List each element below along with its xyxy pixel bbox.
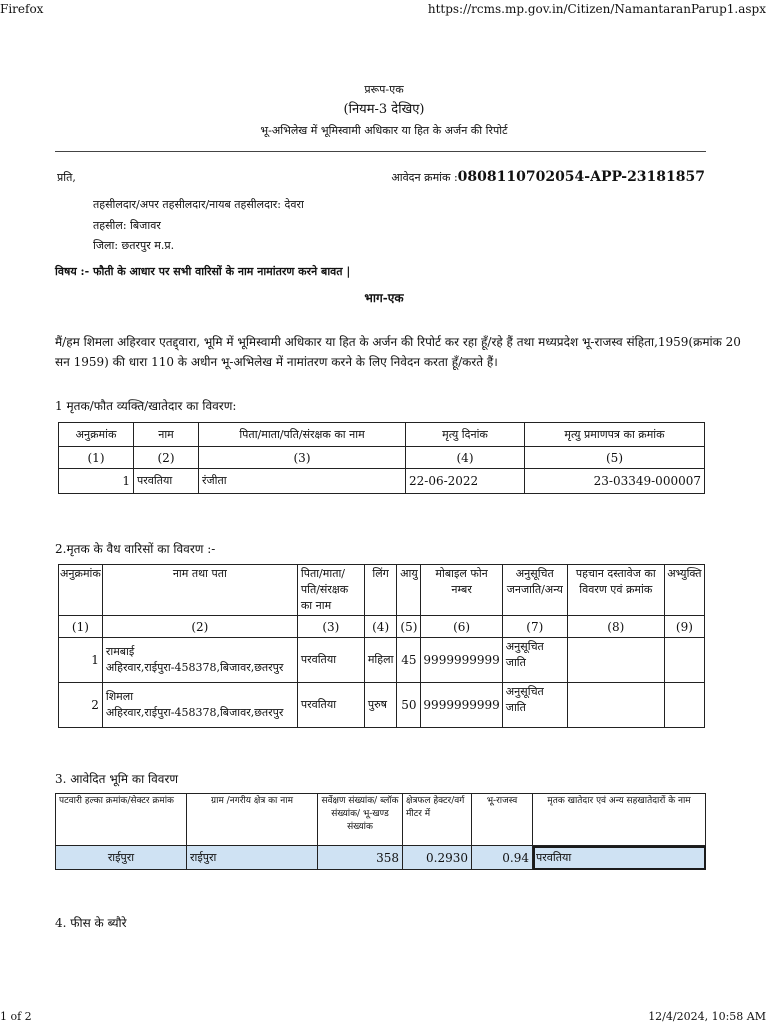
cell-remark: [664, 638, 704, 683]
table-row: [59, 469, 705, 494]
cell-caste: [502, 683, 567, 728]
cell-patwari-halka: राईपुरा: [56, 846, 187, 870]
cell-age: 50: [397, 683, 421, 728]
prati-label: प्रति,: [57, 171, 76, 184]
cell-id-document: [567, 638, 664, 683]
cell-sno: 1: [59, 469, 134, 494]
cell-gender: महिला: [364, 638, 397, 683]
col-header: भू-राजस्व: [472, 794, 533, 846]
cell-certificate-no: 23-03349-000007: [525, 469, 705, 494]
cell-gender: पुरुष: [364, 683, 397, 728]
application-number-label: आवेदन क्रमांक :: [391, 171, 458, 184]
col-header: मृत्यु प्रमाणपत्र का क्रमांक: [525, 423, 705, 447]
address-district: जिला: छतरपुर म.प्र.: [93, 239, 175, 252]
col-number: (7): [502, 616, 567, 638]
address-officer: तहसीलदार/अपर तहसीलदार/नायब तहसीलदार: देवरा: [93, 198, 304, 211]
table-row: [59, 638, 705, 683]
col-header: लिंग: [364, 565, 397, 616]
section1-title: 1 मृतक/फौत व्यक्ति/खातेदार का विवरण:: [55, 399, 237, 413]
cell-name: परवतिया: [134, 469, 199, 494]
heir-address: अहिरवार,राईपुरा-458378,बिजावर,छतरपुर: [105, 706, 284, 719]
table-row: [59, 683, 705, 728]
caste-line1: अनुसूचित: [505, 640, 544, 653]
declaration-line2: सन 1959) की धारा 110 के अधीन भू-अभिलेख में नामांतरण करने के लिए निवेदन करता हूँ/करते हैं।: [55, 355, 498, 369]
col-header: अनुक्रमांक: [59, 565, 103, 616]
caste-line2: जाति: [505, 656, 526, 669]
table-header-row: [59, 565, 705, 616]
col-header: अनुसूचित जनजाति/अन्य: [502, 565, 567, 616]
page-count: 1 of 2: [0, 1010, 32, 1023]
section4-title: 4. फीस के ब्यौरे: [55, 916, 127, 930]
col-number: (6): [421, 616, 502, 638]
col-header: पटवारी हल्का क्रमांक/सेक्टर क्रमांक: [56, 794, 187, 846]
col-number: (3): [297, 616, 364, 638]
cell-remark: [664, 683, 704, 728]
col-header: अनुक्रमांक: [59, 423, 134, 447]
col-number: (1): [59, 447, 134, 469]
page-url[interactable]: https://rcms.mp.gov.in/Citizen/NamantaranParup1.aspx: [427, 2, 766, 16]
col-number: (1): [59, 616, 103, 638]
cell-id-document: [567, 683, 664, 728]
col-header: नाम तथा पता: [102, 565, 297, 616]
cell-death-date: 22-06-2022: [406, 469, 525, 494]
cell-village: राईपुरा: [187, 846, 318, 870]
col-header: पहचान दस्तावेज का विवरण एवं क्रमांक: [567, 565, 664, 616]
cell-sno: 2: [59, 683, 103, 728]
deceased-table: [58, 422, 705, 494]
cell-mobile: 9999999999: [421, 683, 502, 728]
address-tehsil: तहसील: बिजावर: [93, 219, 161, 232]
col-number: (3): [199, 447, 406, 469]
cell-age: 45: [397, 638, 421, 683]
col-number: (4): [364, 616, 397, 638]
cell-guardian: परवतिया: [297, 683, 364, 728]
caste-line1: अनुसूचित: [505, 685, 544, 698]
col-number: (8): [567, 616, 664, 638]
application-number-value: 0808110702054-APP-23181857: [457, 169, 705, 185]
col-number: (5): [397, 616, 421, 638]
heir-address: अहिरवार,राईपुरा-458378,बिजावर,छतरपुर: [105, 661, 284, 674]
col-header: मोबाइल फोन नम्बर: [421, 565, 502, 616]
form-title-line2: (नियम-3 देखिए): [343, 102, 425, 117]
caste-line2: जाति: [505, 701, 526, 714]
application-number: [391, 166, 705, 185]
cell-coholders[interactable]: परवतिया: [533, 846, 706, 870]
col-number: (2): [102, 616, 297, 638]
form-title-line3: भू-अभिलेख में भूमिस्वामी अधिकार या हित के अर्जन की रिपोर्ट: [260, 124, 508, 137]
land-table: [55, 793, 706, 870]
col-number: (4): [406, 447, 525, 469]
col-header: ग्राम /नगरीय क्षेत्र का नाम: [187, 794, 318, 846]
col-header: पिता/माता/पति/संरक्षक का नाम: [297, 565, 364, 616]
col-number: (9): [664, 616, 704, 638]
section2-title: 2.मृतक के वैध वारिसों का विवरण :-: [55, 542, 216, 556]
section3-title: 3. आवेदित भूमि का विवरण: [55, 772, 179, 786]
col-header: पिता/माता/पति/संरक्षक का नाम: [199, 423, 406, 447]
col-header: नाम: [134, 423, 199, 447]
subject-line: विषय :- फौती के आधार पर सभी वारिसों के नाम नामांतरण करने बावत |: [55, 265, 351, 278]
table-header-row: [59, 423, 705, 447]
col-header: आयु: [397, 565, 421, 616]
column-number-row: [59, 447, 705, 469]
col-number: (5): [525, 447, 705, 469]
browser-app-name: Firefox: [0, 2, 44, 16]
column-number-row: [59, 616, 705, 638]
cell-land-revenue: 0.94: [472, 846, 533, 870]
cell-area: 0.2930: [403, 846, 472, 870]
part-heading: भाग-एक: [364, 291, 404, 305]
cell-survey-no: 358: [318, 846, 403, 870]
col-header: क्षेत्रफल हेक्टर/वर्ग मीटर में: [403, 794, 472, 846]
col-header: मृतक खातेदार एवं अन्य सहखातेदारों के नाम: [533, 794, 706, 846]
heirs-table: [58, 564, 705, 728]
cell-mobile: 9999999999: [421, 638, 502, 683]
cell-guardian: रंजीता: [199, 469, 406, 494]
col-number: (2): [134, 447, 199, 469]
col-header: मृत्यु दिनांक: [406, 423, 525, 447]
declaration-line1: मैं/हम शिमला अहिरवार एतद्द्वारा, भूमि में भूमिस्वामी अधिकार या हित के अर्जन की रिपोर्ट कर रहा हूँ/रहे हैं तथा मध्यप्रदेश भू-राजस्व संहिता,1959(क्रमांक 20: [55, 335, 741, 349]
form-title-line1: प्ररूप-एक: [364, 83, 404, 96]
table-header-row: [56, 794, 706, 846]
col-header: सर्वेक्षण संख्यांक/ ब्लॉक संख्यांक/ भू-खण्ड संख्यांक: [318, 794, 403, 846]
title-divider: [55, 151, 706, 152]
print-timestamp: 12/4/2024, 10:58 AM: [648, 1010, 766, 1023]
cell-name-address: [102, 683, 297, 728]
heir-name: शिमला: [105, 690, 134, 703]
cell-name-address: [102, 638, 297, 683]
cell-caste: [502, 638, 567, 683]
heir-name: रामबाई: [105, 645, 135, 658]
col-header: अभ्युक्ति: [664, 565, 704, 616]
table-row[interactable]: [56, 846, 706, 870]
cell-sno: 1: [59, 638, 103, 683]
cell-guardian: परवतिया: [297, 638, 364, 683]
